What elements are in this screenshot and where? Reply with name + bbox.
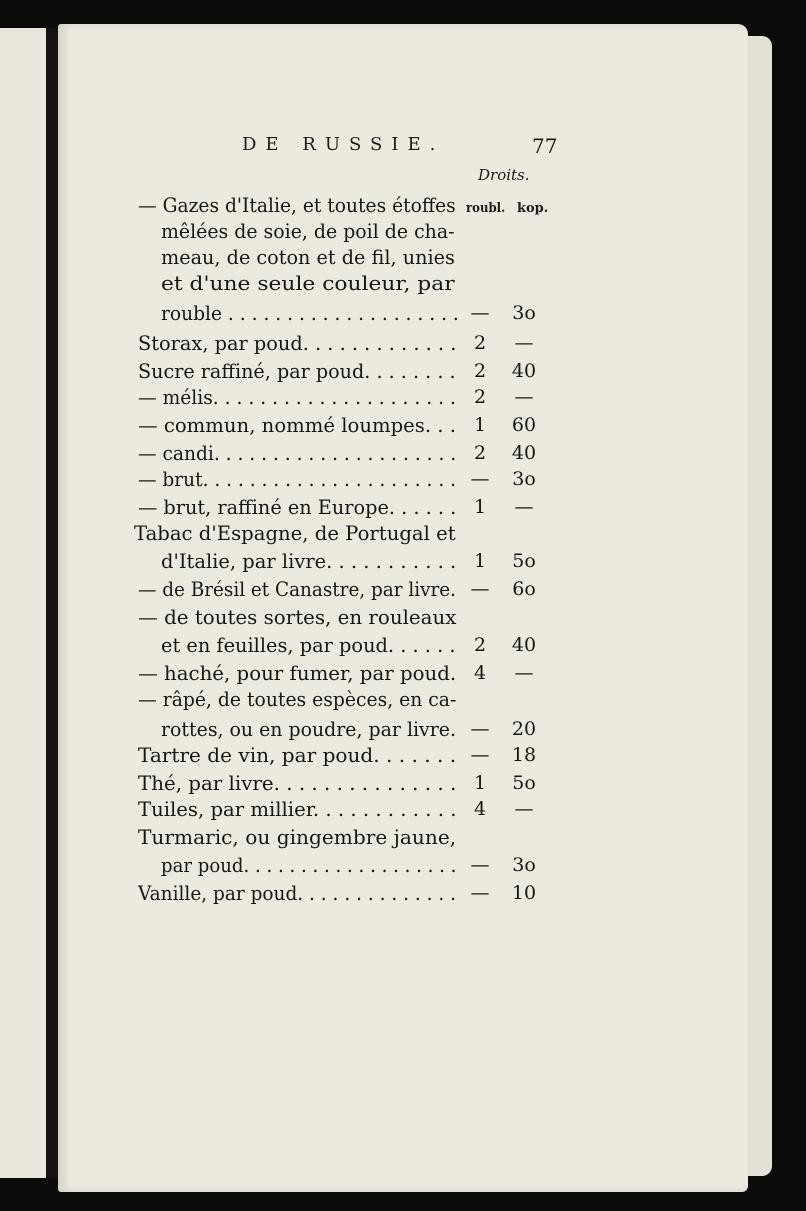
tariff-row xyxy=(0,412,806,438)
tariff-row xyxy=(0,880,806,906)
tariff-row xyxy=(0,440,806,466)
duty-roubles: 2 xyxy=(473,634,487,656)
tariff-item-text: Turmaric, ou gingembre jaune, xyxy=(138,825,457,849)
duty-roubles: — xyxy=(470,468,490,490)
duty-kopecks: 40 xyxy=(511,442,537,464)
duty-kopecks: — xyxy=(514,386,534,408)
tariff-row xyxy=(0,466,806,492)
duty-kopecks: — xyxy=(514,662,534,684)
duty-kopecks xyxy=(506,520,542,546)
duty-roubles xyxy=(462,270,498,296)
tariff-row xyxy=(0,494,806,520)
duty-roubles: 1 xyxy=(473,414,487,436)
duty-kopecks: 5o xyxy=(512,772,536,794)
tariff-row xyxy=(0,686,806,712)
duty-kopecks: 20 xyxy=(511,718,537,740)
tariff-item-text: mêlées de soie, de poil de cha- xyxy=(161,219,455,243)
tariff-item-text: — candi. . . . . . . . . . . . . . . . . . . . . xyxy=(138,441,457,465)
tariff-row xyxy=(0,770,806,796)
duty-roubles: 2 xyxy=(473,442,487,464)
duty-kopecks xyxy=(506,686,542,712)
duties-column-label: Droits. xyxy=(478,166,530,184)
tariff-row xyxy=(0,192,806,218)
duty-roubles xyxy=(462,244,498,270)
duty-kopecks: — xyxy=(514,496,534,518)
duty-roubles: — xyxy=(470,718,490,740)
tariff-item-text: Tuiles, par millier. . . . . . . . . . . . xyxy=(138,797,457,821)
duty-roubles xyxy=(462,686,498,712)
page-number: 77 xyxy=(532,134,558,158)
duty-roubles xyxy=(462,824,498,850)
tariff-item-text: — brut. . . . . . . . . . . . . . . . . . . . . . xyxy=(138,467,457,491)
duty-roubles: — xyxy=(470,578,490,600)
tariff-item-text: d'Italie, par livre. . . . . . . . . . . xyxy=(161,549,457,573)
tariff-item-text: par poud. . . . . . . . . . . . . . . . . . . xyxy=(161,853,457,877)
tariff-item-text: — haché, pour fumer, par poud. xyxy=(138,661,457,685)
tariff-row xyxy=(0,716,806,742)
tariff-item-text: — brut, raffiné en Europe. . . . . . xyxy=(138,495,457,519)
duty-roubles: — xyxy=(470,882,490,904)
duty-roubles: — xyxy=(470,302,490,324)
duty-kopecks: — xyxy=(514,798,534,820)
tariff-item-text: Sucre raffiné, par poud. . . . . . . . xyxy=(138,359,456,383)
tariff-item-text: — râpé, de toutes espèces, en ca- xyxy=(138,687,457,711)
duty-roubles: 4 xyxy=(473,662,487,684)
duty-kopecks: 5o xyxy=(512,550,536,572)
duty-kopecks xyxy=(506,218,542,244)
duty-kopecks xyxy=(506,604,542,630)
roubles-column-header: roubl. xyxy=(466,201,506,216)
duty-kopecks xyxy=(506,244,542,270)
duty-kopecks xyxy=(506,192,542,218)
tariff-row xyxy=(0,852,806,878)
duty-roubles xyxy=(462,218,498,244)
tariff-item-text: Thé, par livre. . . . . . . . . . . . . . . xyxy=(138,771,457,795)
tariff-row xyxy=(0,742,806,768)
duty-kopecks: 10 xyxy=(511,882,537,904)
duty-roubles: — xyxy=(470,744,490,766)
duty-kopecks xyxy=(506,824,542,850)
duty-kopecks: 40 xyxy=(511,360,537,382)
duty-roubles: 1 xyxy=(473,496,487,518)
tariff-row xyxy=(0,330,806,356)
tariff-item-text: — Gazes d'Italie, et toutes étoffes xyxy=(138,193,456,217)
duty-roubles: 2 xyxy=(473,386,487,408)
tariff-row xyxy=(0,244,806,270)
kopecks-column-header: kop. xyxy=(517,201,549,216)
tariff-row xyxy=(0,632,806,658)
duty-roubles: 1 xyxy=(473,550,487,572)
tariff-item-text: rottes, ou en poudre, par livre. xyxy=(161,717,456,741)
tariff-row xyxy=(0,548,806,574)
duty-roubles: 2 xyxy=(473,332,487,354)
duty-kopecks: — xyxy=(514,332,534,354)
duty-roubles xyxy=(462,192,498,218)
duty-roubles: — xyxy=(470,854,490,876)
tariff-item-text: Vanille, par poud. . . . . . . . . . . . . . xyxy=(138,881,456,905)
tariff-row xyxy=(0,576,806,602)
tariff-item-text: — commun, nommé loumpes. . . xyxy=(138,413,457,437)
tariff-row xyxy=(0,604,806,630)
tariff-row xyxy=(0,660,806,686)
duty-kopecks: 3o xyxy=(512,468,536,490)
tariff-item-text: Storax, par poud. . . . . . . . . . . . . xyxy=(138,331,457,355)
tariff-item-text: et d'une seule couleur, par xyxy=(161,271,455,295)
tariff-item-text: rouble . . . . . . . . . . . . . . . . . . . . xyxy=(161,301,459,325)
tariff-row xyxy=(0,218,806,244)
tariff-item-text: Tartre de vin, par poud. . . . . . . xyxy=(138,743,457,767)
tariff-row xyxy=(0,384,806,410)
tariff-item-text: meau, de coton et de fil, unies xyxy=(161,245,455,269)
duty-kopecks: 3o xyxy=(512,302,536,324)
duty-kopecks xyxy=(506,270,542,296)
duty-roubles: 2 xyxy=(473,360,487,382)
duty-roubles xyxy=(462,604,498,630)
tariff-item-text: Tabac d'Espagne, de Portugal et xyxy=(134,521,456,545)
duty-roubles: 4 xyxy=(473,798,487,820)
duty-kopecks: 6o xyxy=(512,578,536,600)
tariff-row xyxy=(0,824,806,850)
running-title: DE RUSSIE. xyxy=(242,134,445,155)
tariff-row xyxy=(0,796,806,822)
tariff-item-text: — mélis. . . . . . . . . . . . . . . . . . . . . xyxy=(138,385,456,409)
duty-kopecks: 3o xyxy=(512,854,536,876)
tariff-item-text: — de toutes sortes, en rouleaux xyxy=(138,605,457,629)
duty-kopecks: 18 xyxy=(511,744,537,766)
duty-kopecks: 60 xyxy=(511,414,537,436)
tariff-row xyxy=(0,300,806,326)
tariff-row xyxy=(0,358,806,384)
tariff-item-text: et en feuilles, par poud. . . . . . xyxy=(161,633,456,657)
duty-kopecks: 40 xyxy=(511,634,537,656)
duty-roubles xyxy=(462,520,498,546)
duty-roubles: 1 xyxy=(473,772,487,794)
tariff-item-text: — de Brésil et Canastre, par livre. xyxy=(138,577,457,601)
tariff-row xyxy=(0,270,806,296)
tariff-row xyxy=(0,520,806,546)
